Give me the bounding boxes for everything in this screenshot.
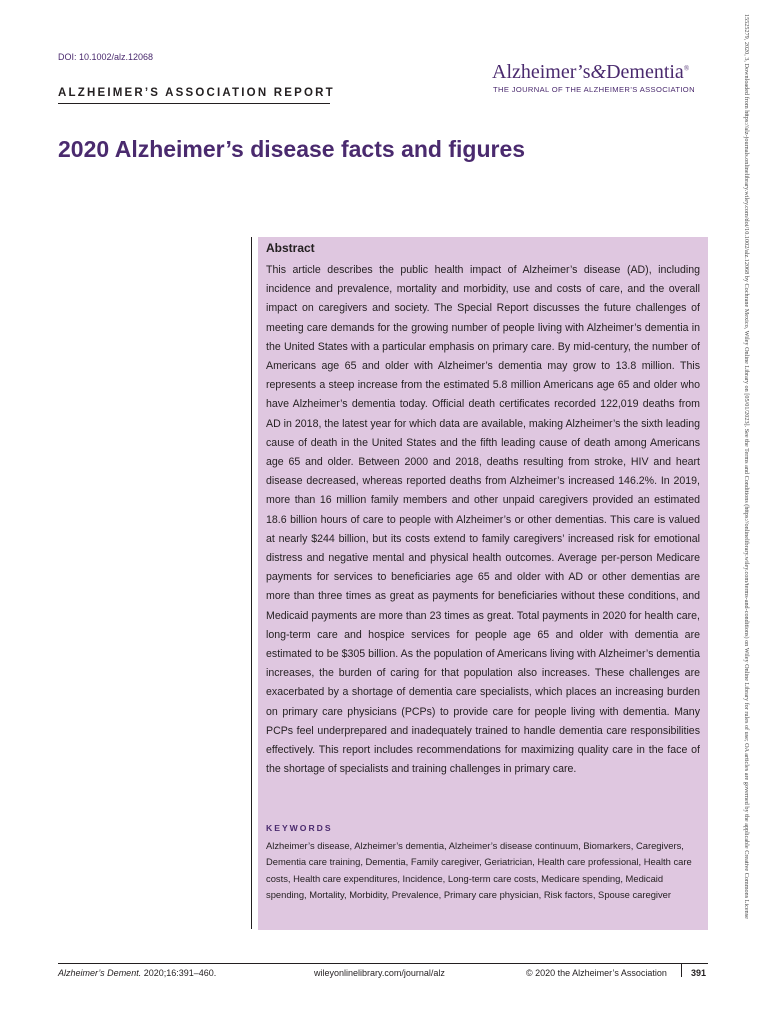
footer-url-link[interactable]: wileyonlinelibrary.com/journal/alz [314,968,445,978]
journal-name-part2: Dementia [606,61,684,83]
footer-rule [58,963,708,964]
keywords-list: Alzheimer’s disease, Alzheimer’s dementia, Alzheimer’s disease continuum, Biomarkers, Caregivers, Dementia care training, Dementia, Family caregiver, Geriatrician, Health care professional, Health care costs, Health care expenditures, Incidence, Long-term care costs, Medicare spending, Medicaid spending, Mortality, Morbidity, Prevalence, Primary care physician, Risk factors, Spouse caregiver [266,840,692,901]
footer-copyright: © 2020 the Alzheimer’s Association [526,968,667,978]
abstract-side-rule [251,237,252,929]
page-number-divider [681,964,682,977]
footer-journal-abbrev: Alzheimer’s Dement. [58,968,142,978]
journal-subtitle: THE JOURNAL OF THE ALZHEIMER’S ASSOCIATION [493,85,695,94]
doi-link[interactable]: DOI: 10.1002/alz.12068 [58,52,154,62]
report-label-underline [58,103,330,104]
abstract-text: This article describes the public health impact of Alzheimer’s disease (AD), including incidence and prevalence, mortality and morbidity, use and costs of care, and the overall impact on caregivers and society. The Special Report discusses the future challenges of meeting care demands for the growing number of people living with Alzheimer’s dementia in the United States with a particular emphasis on primary care. By mid-century, the number of Americans age 65 and older with Alzheimer’s dementia may grow to 13.8 million. This represents a steep increase from the estimated 5.8 million Americans age 65 and older who have Alzheimer’s dementia today. Official death certificates recorded 122,019 deaths from AD in 2018, the latest year for which data are available, making Alzheimer’s the sixth leading cause of death in the United States and the fifth leading cause of death among Americans age 65 and older. Between 2000 and 2018, deaths resulting from stroke, HIV and heart disease decreased, whereas reported deaths from Alzheimer’s increased 146.2%. In 2019, more than 16 million family members and other unpaid caregivers provided an estimated 18.6 billion hours of care to people with Alzheimer’s or other dementias. This care is valued at nearly $244 billion, but its costs extend to family caregivers’ increased risk for emotional distress and negative mental and physical health outcomes. Average per-person Medicare payments for services to beneficiaries age 65 and older with AD or other dementias are more than three times as great as payments for beneficiaries without these conditions, and Medicaid payments are more than 23 times as great. Total payments in 2020 for health care, long-term care and hospice services for people age 65 and older with dementia are estimated to be $305 billion. As the population of Americans living with Alzheimer’s dementia increases, the burden of caring for that population also increases. These challenges are exacerbated by a shortage of dementia care specialists, which places an increasing burden on primary care physicians (PCPs) to provide care for people living with dementia. Many PCPs feel underprepared and inadequately trained to handle dementia care responsibilities effectively. This report includes recommendations for maximizing quality care in the face of the shortage of specialists and training challenges in primary care. [266,264,700,776]
keywords-heading: KEYWORDS [266,823,333,833]
abstract-panel [258,237,708,930]
page-number: 391 [691,968,707,978]
download-notice: 15525279, 2020, 3, Downloaded from https://alz-journals.onlinelibrary.wiley.com/doi/10.1002/alz.12068 by Cochrane Mexico, Wiley Online Library on [05/01/2023]. See the Terms and Conditions (https://onlinelibrary.wiley.com/terms-and-conditions) on Wiley Online Library for rules of use; OA articles are governed by the applicable Creative Commons License [743,14,750,919]
abstract-heading: Abstract [266,241,315,255]
journal-logo [492,61,689,84]
registered-mark: ® [683,64,690,73]
journal-name-ampersand: & [590,61,607,83]
journal-name-part1: Alzheimer’s [492,61,591,83]
footer-citation [58,968,216,978]
report-type-label: ALZHEIMER’S ASSOCIATION REPORT [58,87,335,99]
article-title: 2020 Alzheimer’s disease facts and figures [58,136,526,162]
footer-citation-details: 2020;16:391–460. [141,968,217,978]
